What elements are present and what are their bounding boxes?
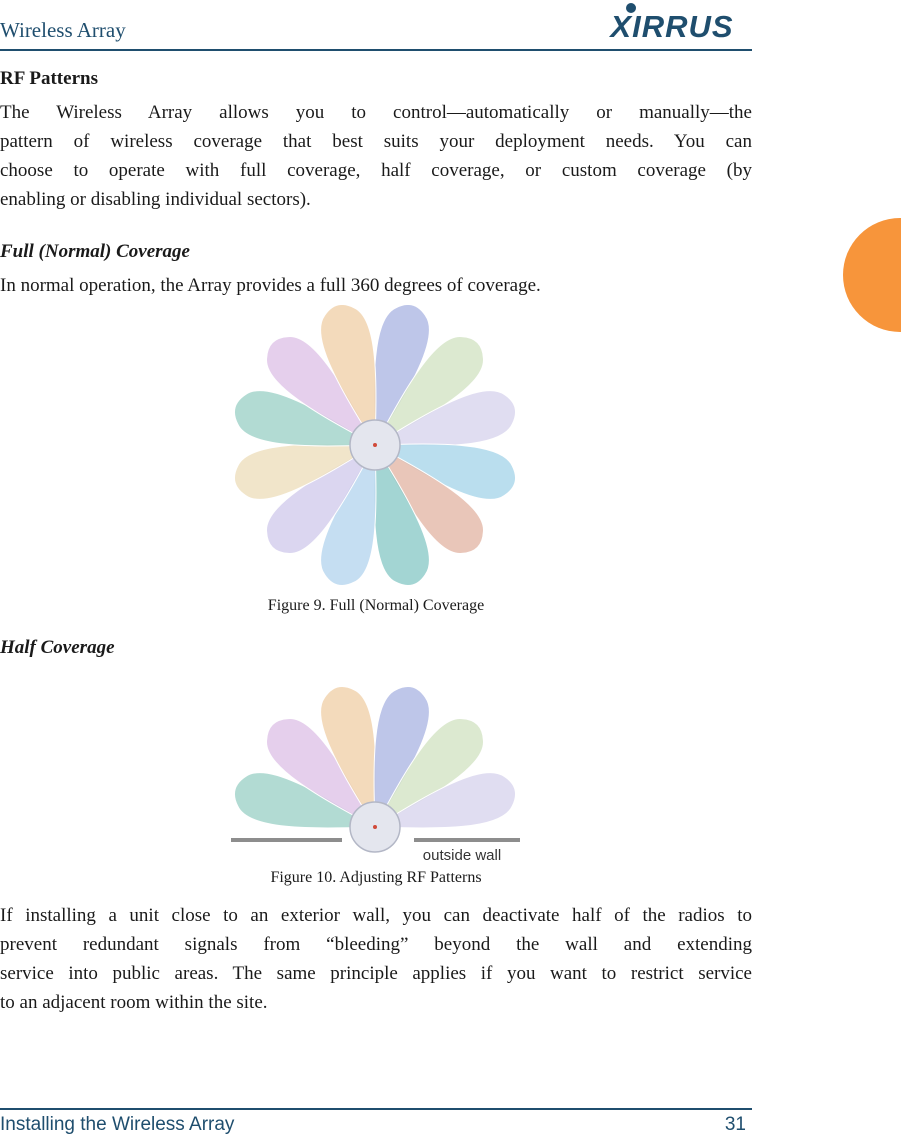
page-number: 31: [724, 1114, 746, 1135]
half-coverage-figure: [226, 684, 526, 866]
xirrus-logo: [597, 2, 747, 40]
outside-wall-left: [231, 838, 342, 842]
array-center-dot: [373, 825, 377, 829]
footer-chapter-title: Installing the Wireless Array: [0, 1114, 235, 1135]
rf-patterns-heading: RF Patterns: [0, 68, 98, 89]
paragraph-line: pattern of wireless coverage that best suits your deployment needs. You can: [0, 131, 752, 152]
paragraph-line: service into public areas. The same principle applies if you want to restrict service: [0, 963, 752, 984]
paragraph-line: choose to operate with full coverage, half coverage, or custom coverage (by: [0, 160, 752, 181]
svg-text:XIRRUS: XIRRUS: [610, 9, 734, 40]
chapter-side-tab: [843, 218, 901, 332]
figure-9-caption: Figure 9. Full (Normal) Coverage: [267, 597, 485, 614]
half-coverage-heading: Half Coverage: [0, 637, 115, 658]
paragraph-line: The Wireless Array allows you to control—automatically or manually—the: [0, 102, 752, 123]
full-coverage-heading: Full (Normal) Coverage: [0, 241, 190, 262]
full-coverage-paragraph: In normal operation, the Array provides a full 360 degrees of coverage.: [0, 275, 541, 296]
paragraph-line: If installing a unit close to an exterior wall, you can deactivate half of the radios to: [0, 905, 752, 926]
full-coverage-figure: [226, 305, 526, 587]
outside-wall-right: [414, 838, 520, 842]
paragraph-line: prevent redundant signals from “bleeding” beyond the wall and extending: [0, 934, 752, 955]
paragraph-line: to an adjacent room within the site.: [0, 992, 268, 1013]
header-rule: [0, 49, 752, 51]
footer-rule: [0, 1108, 752, 1110]
figure-10-caption: Figure 10. Adjusting RF Patterns: [270, 869, 482, 886]
running-header-title: Wireless Array: [0, 18, 126, 42]
paragraph-line: enabling or disabling individual sectors).: [0, 189, 311, 210]
array-center-dot: [373, 443, 377, 447]
outside-wall-label: outside wall: [422, 847, 502, 864]
